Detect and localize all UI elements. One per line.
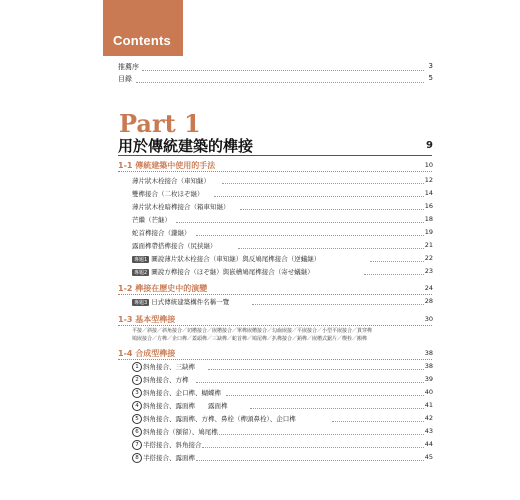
dot-leader [370, 261, 424, 262]
dot-leader [202, 447, 424, 448]
dot-leader [142, 70, 424, 71]
feature-tag: 專題3 [134, 299, 148, 306]
toc-item-page: 43 [424, 427, 433, 435]
toc-item-label: 圖說方榫接合（ほぞ継）與嵌槽鳩尾榫接合（寄せ蟻継） [151, 268, 314, 276]
toc-item-label: 雙榫接合（二枚ほぞ継） [132, 190, 204, 198]
toc-item-page: 16 [424, 202, 433, 210]
dot-leader [208, 369, 424, 370]
toc-item-page: 41 [424, 401, 433, 409]
toc-item-page: 44 [424, 440, 433, 448]
contents-heading: Contents [113, 33, 171, 48]
dot-leader [240, 209, 424, 210]
toc-item-label: 半搭接合、斜角接合 [143, 441, 202, 449]
dot-leader [214, 434, 424, 435]
section-rule [118, 171, 432, 172]
item-number-circle: 5 [132, 414, 142, 424]
part-title[interactable]: 用於傳統建築的榫接 [118, 137, 254, 155]
item-number-circle: 3 [132, 388, 142, 398]
toc-item-label: 日式傳統建築構件名稱一覽 [151, 298, 230, 306]
toc-item-label: 斜角接合、三缺榫 [143, 363, 195, 371]
toc-item-label: 斜角接合（額留）、鳩尾榫 [143, 428, 218, 436]
toc-item-page: 38 [424, 362, 433, 370]
section-page: 10 [424, 161, 433, 169]
toc-entry-page: 5 [428, 74, 433, 82]
toc-item-page: 23 [424, 267, 433, 275]
section-title: 1-2 榫接在歷史中的演變 [118, 284, 208, 293]
toc-item-page: 12 [424, 176, 433, 184]
toc-item-label: 圖說薄片狀木栓接合（車知継）與反鳩尾榫接合（逆蟻継） [151, 255, 321, 263]
section-page: 30 [424, 315, 433, 323]
section-page: 38 [424, 349, 433, 357]
toc-item-page: 39 [424, 375, 433, 383]
toc-item-page: 45 [424, 453, 433, 461]
section-rule [118, 294, 432, 295]
dot-leader [252, 304, 424, 305]
feature-tag: 專題1 [134, 256, 148, 263]
dot-leader [226, 395, 424, 396]
dot-leader [364, 274, 424, 275]
toc-item-page: 21 [424, 241, 433, 249]
dot-leader [250, 408, 424, 409]
dot-leader [332, 421, 424, 422]
part-page: 9 [426, 140, 433, 151]
item-number-circle: 1 [132, 362, 142, 372]
toc-item-page: 18 [424, 215, 433, 223]
toc-item-label: 斜角接合、露面榫、方榫、鼻栓（榫頭鼻栓）、企口榫 [143, 415, 296, 423]
toc-item-label: 斜角接合、方榫 [143, 376, 189, 384]
toc-item-label: 芒繼（芒継） [132, 216, 171, 224]
section-title: 1-1 傳統建築中使用的手法 [118, 161, 216, 170]
item-number-circle: 2 [132, 375, 142, 385]
toc-item-label: 露面榫帶搭榫接合（尻挟継） [132, 242, 217, 250]
part-label: Part 1 [119, 109, 201, 138]
item-number-circle: 8 [132, 453, 142, 463]
toc-item-page: 14 [424, 189, 433, 197]
dot-leader [238, 248, 424, 249]
toc-item-page: 28 [424, 297, 433, 305]
dot-leader [136, 82, 424, 83]
section-page: 24 [424, 284, 433, 292]
dot-leader [196, 460, 424, 461]
toc-entry-label: 推薦序 [118, 63, 139, 71]
basic-joints-list-line: 鳩嵌接合／方榫／企口榫／蓋頭榫／三缺榫／蛇首榫／鳩尾榫／扒榫接合／銷榫／嵌槽式鋸片／楔栓／搬榫 [132, 336, 368, 342]
toc-item-label: 薄片狀木栓暗榫接合（箱車知継） [132, 203, 230, 211]
section-rule [118, 325, 432, 326]
toc-item-label: 蛇首榫接合（鎌継） [132, 229, 191, 237]
toc-item-label: 半搭接合、露面榫 [143, 454, 195, 462]
toc-item-page: 42 [424, 414, 433, 422]
section-title: 1-3 基本型榫接 [118, 315, 176, 324]
dot-leader [214, 196, 424, 197]
contents-banner [103, 0, 183, 56]
item-number-circle: 4 [132, 401, 142, 411]
toc-item-label: 斜角接合、企口榫、蝴蝶榫 [143, 389, 221, 397]
part-rule [118, 155, 432, 156]
toc-item-page: 19 [424, 228, 433, 236]
basic-joints-list-line: 平接／斜接／斜角接合／切槽接合／嵌槽接合／單榫嵌槽接合／勾齒嵌接／平嵌接合／小型平嵌接合／貫穿榫 [132, 328, 373, 334]
section-rule [118, 359, 432, 360]
dot-leader [196, 235, 424, 236]
section-title: 1-4 合成型榫接 [118, 349, 176, 358]
feature-tag: 專題2 [134, 269, 148, 276]
item-number-circle: 6 [132, 427, 142, 437]
toc-item-page: 40 [424, 388, 433, 396]
toc-item-label: 薄片狀木栓接合（車知継） [132, 177, 210, 185]
toc-item-label: 斜角接合、露面榫 露面榫 [143, 402, 228, 410]
toc-entry-label: 目錄 [118, 75, 132, 83]
dot-leader [222, 183, 424, 184]
item-number-circle: 7 [132, 440, 142, 450]
dot-leader [176, 222, 424, 223]
toc-entry-page: 3 [428, 62, 433, 70]
dot-leader [196, 382, 424, 383]
toc-item-page: 22 [424, 254, 433, 262]
